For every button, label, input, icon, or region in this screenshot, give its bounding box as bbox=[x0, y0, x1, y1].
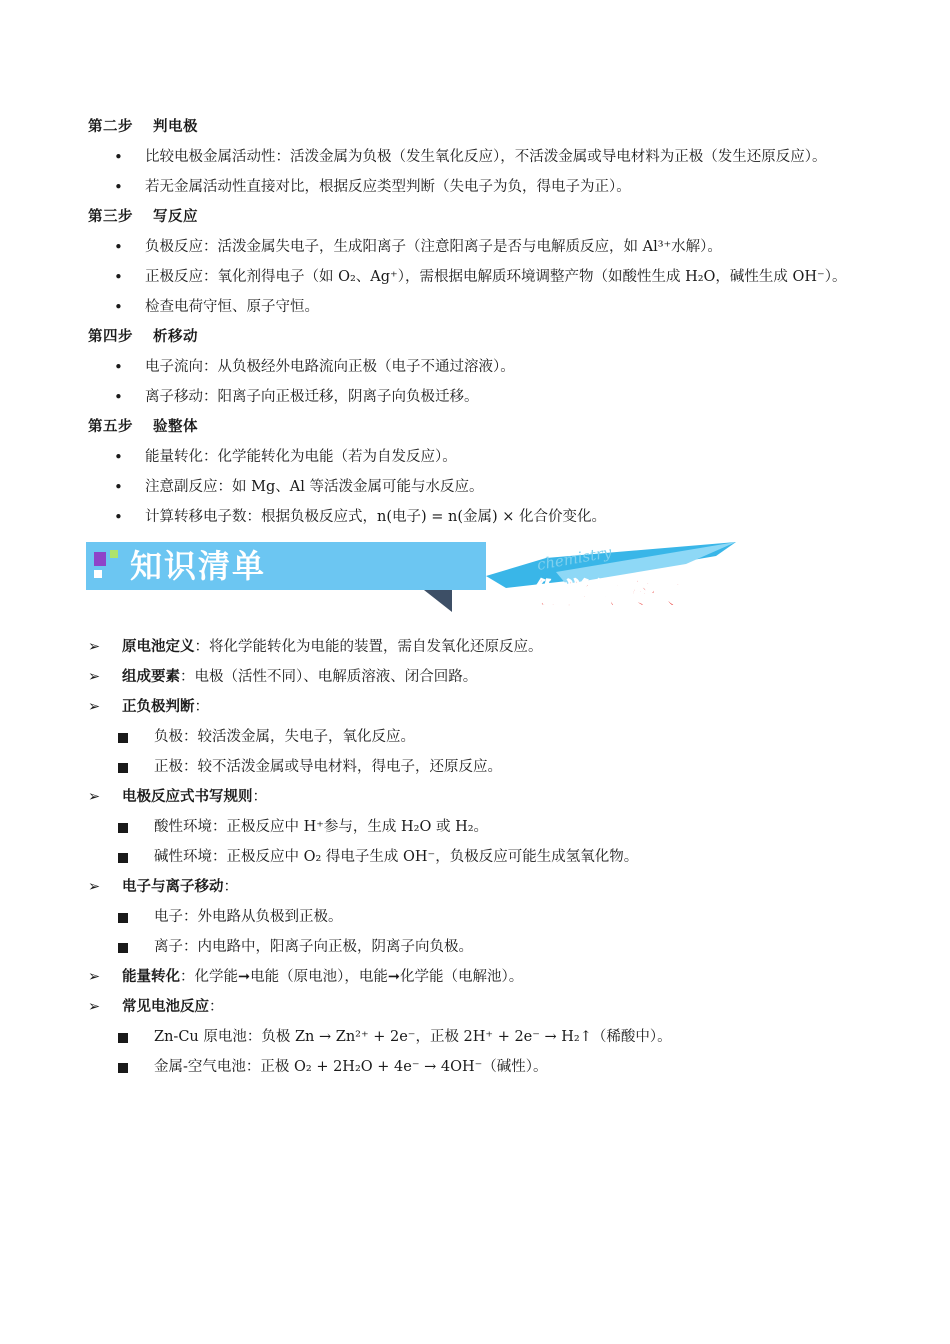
step-section bbox=[88, 412, 868, 532]
step-number: 第二步 bbox=[88, 118, 133, 135]
list-item: • 检查电荷守恒、原子守恒。 bbox=[88, 292, 868, 322]
knowledge-item: ➢ 常见电池反应： bbox=[88, 992, 868, 1022]
sub-item: 金属-空气电池：正极 O₂ + 2H₂O + 4e⁻ → 4OH⁻（碱性）。 bbox=[88, 1052, 868, 1082]
bullet-icon: • bbox=[114, 238, 123, 256]
square-bullet-icon bbox=[118, 733, 128, 743]
step-section bbox=[88, 112, 868, 202]
knowledge-item: ➢ 能量转化：化学能➞电能（原电池），电能➞化学能（电解池）。 bbox=[88, 962, 868, 992]
square-bullet-icon bbox=[118, 943, 128, 953]
step-heading bbox=[88, 322, 868, 352]
step-number: 第四步 bbox=[88, 328, 133, 345]
logo-title: 化学微突破 bbox=[526, 577, 676, 612]
step-title: 写反应 bbox=[153, 208, 198, 225]
knowledge-item: ➢ 电极反应式书写规则： bbox=[88, 782, 868, 812]
arrow-bullet-icon: ➢ bbox=[88, 639, 101, 655]
step-title: 验整体 bbox=[153, 418, 198, 435]
list-item: • 能量转化：化学能转化为电能（若为自发反应）。 bbox=[88, 442, 868, 472]
bullet-icon: • bbox=[114, 148, 123, 166]
arrow-bullet-icon: ➢ bbox=[88, 669, 101, 685]
list-item: • 比较电极金属活动性：活泼金属为负极（发生氧化反应），不活泼金属或导电材料为正极（发生还原反应）。 bbox=[88, 142, 868, 172]
list-item: • 电子流向：从负极经外电路流向正极（电子不通过溶液）。 bbox=[88, 352, 868, 382]
banner-square-icon bbox=[94, 570, 102, 578]
step-section bbox=[88, 202, 868, 322]
knowledge-item: ➢ 组成要素：电极（活性不同）、电解质溶液、闭合回路。 bbox=[88, 662, 868, 692]
bullet-icon: • bbox=[114, 268, 123, 286]
banner-title: 知识清单 bbox=[130, 547, 267, 585]
step-number: 第五步 bbox=[88, 418, 133, 435]
banner-fold bbox=[424, 590, 452, 612]
step-title: 析移动 bbox=[153, 328, 198, 345]
sub-item: 电子：外电路从负极到正极。 bbox=[88, 902, 868, 932]
knowledge-label: 原电池定义 bbox=[122, 638, 195, 655]
chemistry-logo bbox=[486, 536, 746, 616]
arrow-bullet-icon: ➢ bbox=[88, 699, 101, 715]
sub-item: 正极：较不活泼金属或导电材料，得电子，还原反应。 bbox=[88, 752, 868, 782]
step-title: 判电极 bbox=[153, 118, 198, 135]
sub-item: Zn-Cu 原电池：负极 Zn → Zn²⁺ + 2e⁻，正极 2H⁺ + 2e⁻ → H₂↑（稀酸中）。 bbox=[88, 1022, 868, 1052]
logo-subtitle: chemistry bbox=[535, 543, 613, 574]
knowledge-label: 电子与离子移动 bbox=[122, 878, 224, 895]
section-banner bbox=[86, 536, 868, 620]
bullet-icon: • bbox=[114, 478, 123, 496]
knowledge-item: ➢ 电子与离子移动： bbox=[88, 872, 868, 902]
banner-square-icon bbox=[94, 552, 106, 566]
list-item: • 离子移动：阳离子向正极迁移，阴离子向负极迁移。 bbox=[88, 382, 868, 412]
sub-item: 碱性环境：正极反应中 O₂ 得电子生成 OH⁻，负极反应可能生成氢氧化物。 bbox=[88, 842, 868, 872]
arrow-bullet-icon: ➢ bbox=[88, 789, 101, 805]
bullet-icon: • bbox=[114, 448, 123, 466]
list-item: • 注意副反应：如 Mg、Al 等活泼金属可能与水反应。 bbox=[88, 472, 868, 502]
square-bullet-icon bbox=[118, 1063, 128, 1073]
knowledge-label: 电极反应式书写规则 bbox=[122, 788, 253, 805]
banner-square-icon bbox=[110, 550, 118, 558]
knowledge-item: ➢ 正负极判断： bbox=[88, 692, 868, 722]
bullet-icon: • bbox=[114, 298, 123, 316]
list-item: • 正极反应：氧化剂得电子（如 O₂、Ag⁺），需根据电解质环境调整产物（如酸性生成 H₂O，碱性生成 OH⁻）。 bbox=[88, 262, 868, 292]
bullet-icon: • bbox=[114, 358, 123, 376]
square-bullet-icon bbox=[118, 853, 128, 863]
step-section bbox=[88, 322, 868, 412]
sub-item: 负极：较活泼金属，失电子，氧化反应。 bbox=[88, 722, 868, 752]
document-page bbox=[88, 112, 868, 1082]
arrow-bullet-icon: ➢ bbox=[88, 879, 101, 895]
square-bullet-icon bbox=[118, 823, 128, 833]
bullet-icon: • bbox=[114, 508, 123, 526]
list-item: • 若无金属活动性直接对比，根据反应类型判断（失电子为负，得电子为正）。 bbox=[88, 172, 868, 202]
list-item: • 计算转移电子数：根据负极反应式，n(电子) = n(金属) × 化合价变化。 bbox=[88, 502, 868, 532]
step-heading bbox=[88, 202, 868, 232]
sub-item: 离子：内电路中，阳离子向正极，阴离子向负极。 bbox=[88, 932, 868, 962]
knowledge-label: 正负极判断 bbox=[122, 698, 195, 715]
square-bullet-icon bbox=[118, 763, 128, 773]
bullet-icon: • bbox=[114, 388, 123, 406]
step-heading bbox=[88, 412, 868, 442]
bullet-icon: • bbox=[114, 178, 123, 196]
step-number: 第三步 bbox=[88, 208, 133, 225]
knowledge-label: 常见电池反应 bbox=[122, 998, 209, 1015]
list-item: • 负极反应：活泼金属失电子，生成阳离子（注意阳离子是否与电解质反应，如 Al³⁺水解）。 bbox=[88, 232, 868, 262]
knowledge-label: 能量转化 bbox=[122, 968, 180, 985]
knowledge-label: 组成要素 bbox=[122, 668, 180, 685]
step-heading bbox=[88, 112, 868, 142]
arrow-bullet-icon: ➢ bbox=[88, 999, 101, 1015]
sub-item: 酸性环境：正极反应中 H⁺参与，生成 H₂O 或 H₂。 bbox=[88, 812, 868, 842]
arrow-bullet-icon: ➢ bbox=[88, 969, 101, 985]
square-bullet-icon bbox=[118, 1033, 128, 1043]
knowledge-item: ➢ 原电池定义：将化学能转化为电能的装置，需自发氧化还原反应。 bbox=[88, 632, 868, 662]
square-bullet-icon bbox=[118, 913, 128, 923]
